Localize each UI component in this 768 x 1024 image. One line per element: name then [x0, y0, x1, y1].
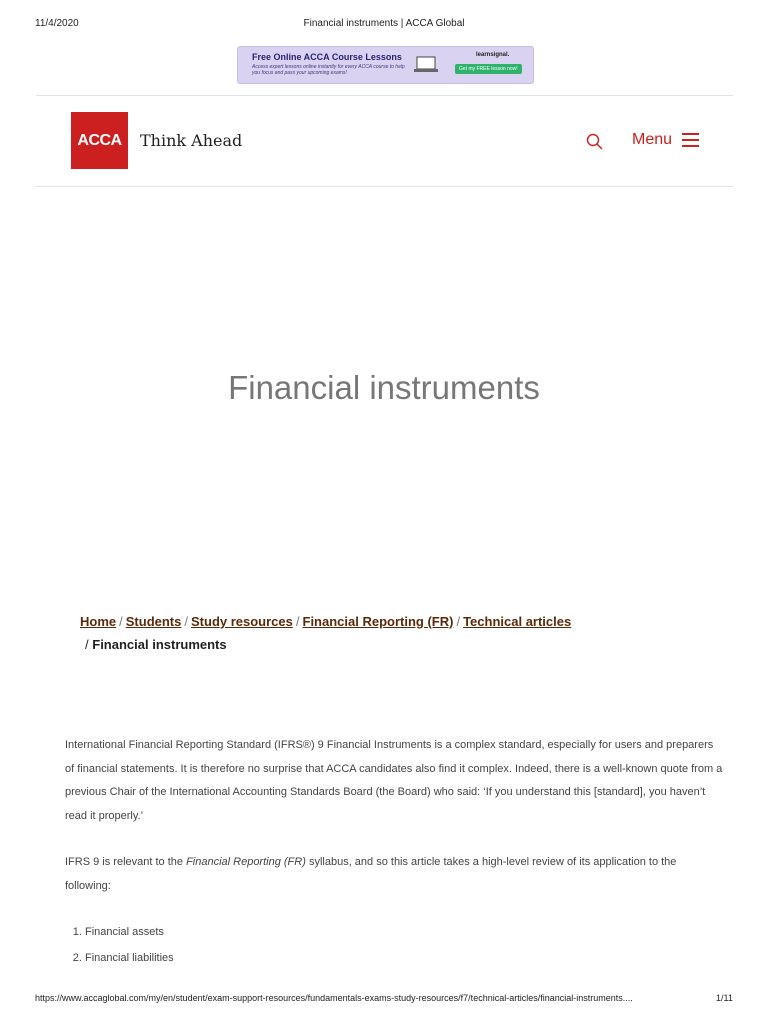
print-title: Financial instruments | ACCA Global: [303, 18, 465, 29]
ad-banner[interactable]: [237, 46, 534, 84]
list-item: 1. Financial assets: [85, 919, 725, 945]
ad-title: Free Online ACCA Course Lessons: [252, 52, 402, 62]
ad-brand: learnsignal.: [476, 52, 510, 58]
list-item: 2. Financial liabilities: [85, 945, 725, 971]
menu-button[interactable]: Menu: [632, 131, 673, 148]
article-paragraph: IFRS 9 is relevant to the Financial Reporting (FR) syllabus, and so this article takes a high-level review of its application to the following:: [65, 856, 677, 892]
print-date: 11/4/2020: [35, 18, 79, 29]
breadcrumb-technical-articles[interactable]: Technical articles: [463, 614, 572, 629]
hamburger-icon[interactable]: [682, 133, 699, 148]
print-header: [0, 18, 768, 32]
article-paragraph: International Financial Reporting Standard (IFRS®) 9 Financial Instruments is a complex standard, especially for users and preparers of financial statements. It is therefore no surprise that ACCA candidates also find it complex. Indeed, there is a well-known quote from a previous Chair of the International Accounting Standards Board (the Board) who said: ‘If you understand this [standard], you haven’t read it properly.’: [65, 739, 723, 822]
breadcrumb-financial-reporting[interactable]: Financial Reporting (FR): [302, 614, 454, 629]
print-page-number: 1/11: [716, 993, 733, 1003]
article-list: [65, 919, 725, 971]
divider: [36, 95, 733, 96]
breadcrumb-students[interactable]: Students: [125, 614, 182, 629]
breadcrumb-current: / Financial instruments: [85, 637, 227, 652]
search-icon[interactable]: [586, 133, 603, 150]
ad-subtitle: Access expert lessons online instantly for every ACCA course to help you focus and pass your upcoming exams!: [252, 64, 405, 76]
breadcrumb: Home / Students / Study resources / Financial Reporting (FR) / Technical articles: [80, 614, 572, 629]
tagline: Think Ahead: [140, 131, 243, 150]
ad-cta-button[interactable]: Get my FREE lesson now!: [455, 64, 522, 74]
divider: [36, 186, 733, 187]
print-url: https://www.accaglobal.com/my/en/student/exam-support-resources/fundamentals-exams-study-resources/f7/technical-articles/financial-instruments....: [35, 993, 633, 1003]
laptop-icon: [414, 56, 438, 73]
print-footer: [0, 993, 768, 1007]
article-body: [65, 734, 725, 971]
page-title: Financial instruments: [228, 369, 540, 406]
breadcrumb-home[interactable]: Home: [80, 614, 117, 629]
breadcrumb-study-resources[interactable]: Study resources: [191, 614, 293, 629]
acca-logo[interactable]: ACCA: [71, 112, 128, 169]
